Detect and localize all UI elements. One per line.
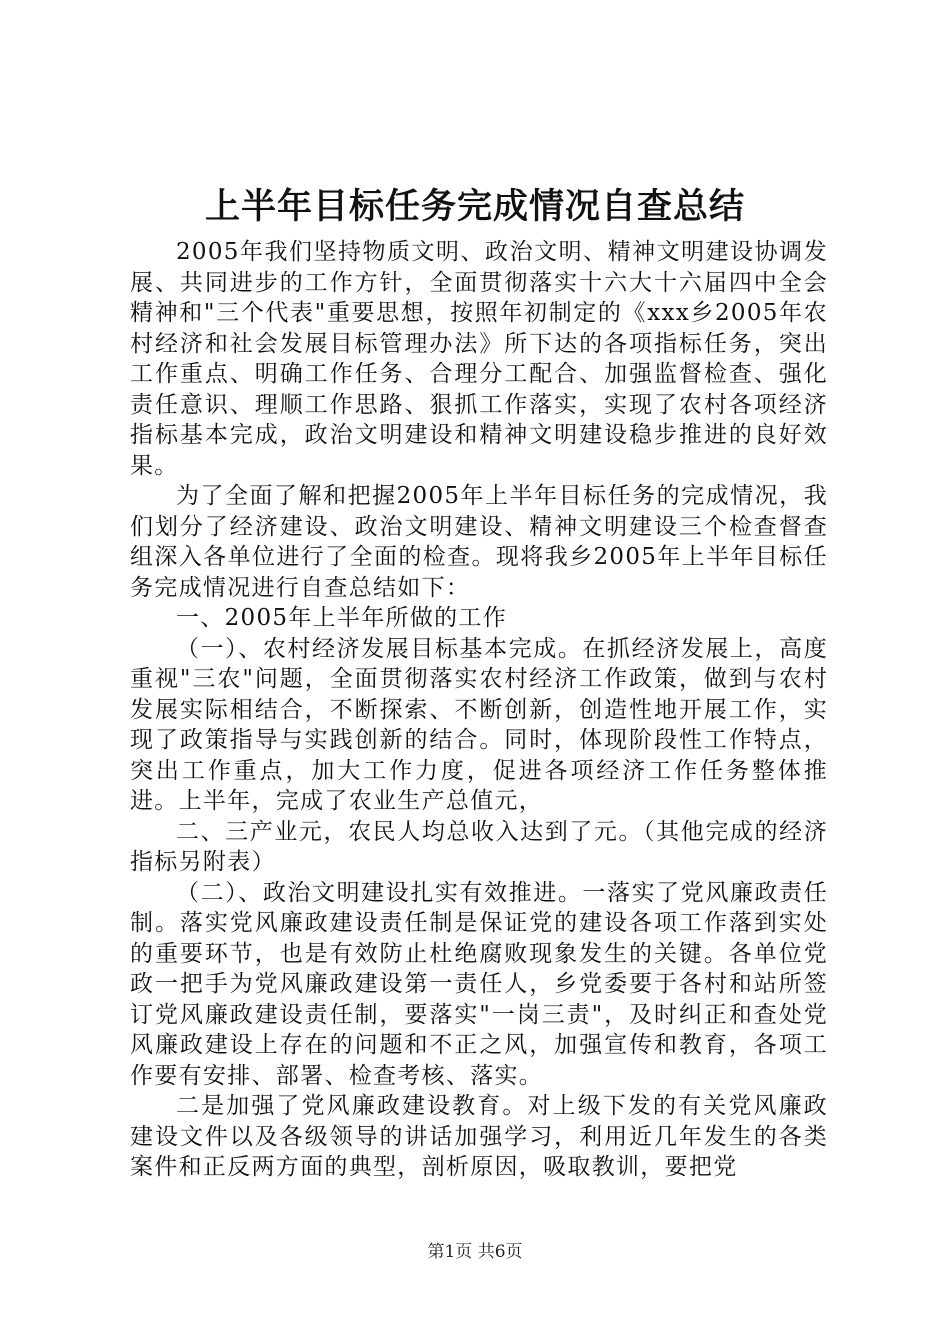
section-heading-work-done: 一、2005年上半年所做的工作 [176, 605, 508, 631]
page-number-footer: 第1页 共6页 [427, 1242, 523, 1262]
paragraph-political-civilization: （二）、政治文明建设扎实有效推进。一落实了党风廉政责任制。落实党风廉政建设责任制是保证党的建设各项工作落到实处的重要环节，也是有效防止杜绝腐败现象发生的关键。各单位党政一把手为党风廉政建设第一责任人，乡党委要于各村和站所签订党风廉政建设责任制，要落实"一岗三责"，及时纠正和查处党风廉政建设上存在的问题和不正之风，加强宣传和教育，各项工作要有安排、部署、检查考核、落实。 [130, 879, 828, 1089]
paragraph-intro: 2005年我们坚持物质文明、政治文明、精神文明建设协调发展、共同进步的工作方针，全面贯彻落实十六大十六届四中全会精神和"三个代表"重要思想，按照年初制定的《xxx乡2005年农村经济和社会发展目标管理办法》所下达的各项指标任务，突出工作重点、明确工作任务、合理分工配合、加强监督检查、强化责任意识、理顺工作思路、狠抓工作落实，实现了农村各项经济指标基本完成，政治文明建设和精神文明建设稳步推进的良好效果。 [130, 239, 828, 479]
document-title: 上半年目标任务完成情况自查总结 [204, 186, 745, 227]
paragraph-economic-goals: （一）、农村经济发展目标基本完成。在抓经济发展上，高度重视"三农"问题，全面贯彻落实农村经济工作政策，做到与农村发展实际相结合，不断探索、不断创新，创造性地开展工作，实现了政策指导与实践创新的结合。同时，体现阶段性工作特点，突出工作重点，加大工作力度，促进各项经济工作任务整体推进。上半年，完成了农业生产总值元， [130, 635, 828, 814]
paragraph-purpose: 为了全面了解和把握2005年上半年目标任务的完成情况，我们划分了经济建设、政治文明建设、精神文明建设三个检查督查组深入各单位进行了全面的检查。现将我乡2005年上半年目标任务完成情况进行自查总结如下： [130, 483, 828, 601]
paragraph-education: 二是加强了党风廉政建设教育。对上级下发的有关党风廉政建设文件以及各级领导的讲话加强学习，利用近几年发生的各类案件和正反两方面的典型，剖析原因，吸取教训，要把党 [130, 1093, 828, 1180]
paragraph-industry-income: 二、三产业元，农民人均总收入达到了元。（其他完成的经济指标另附表） [130, 818, 828, 875]
document-body [130, 237, 828, 1183]
